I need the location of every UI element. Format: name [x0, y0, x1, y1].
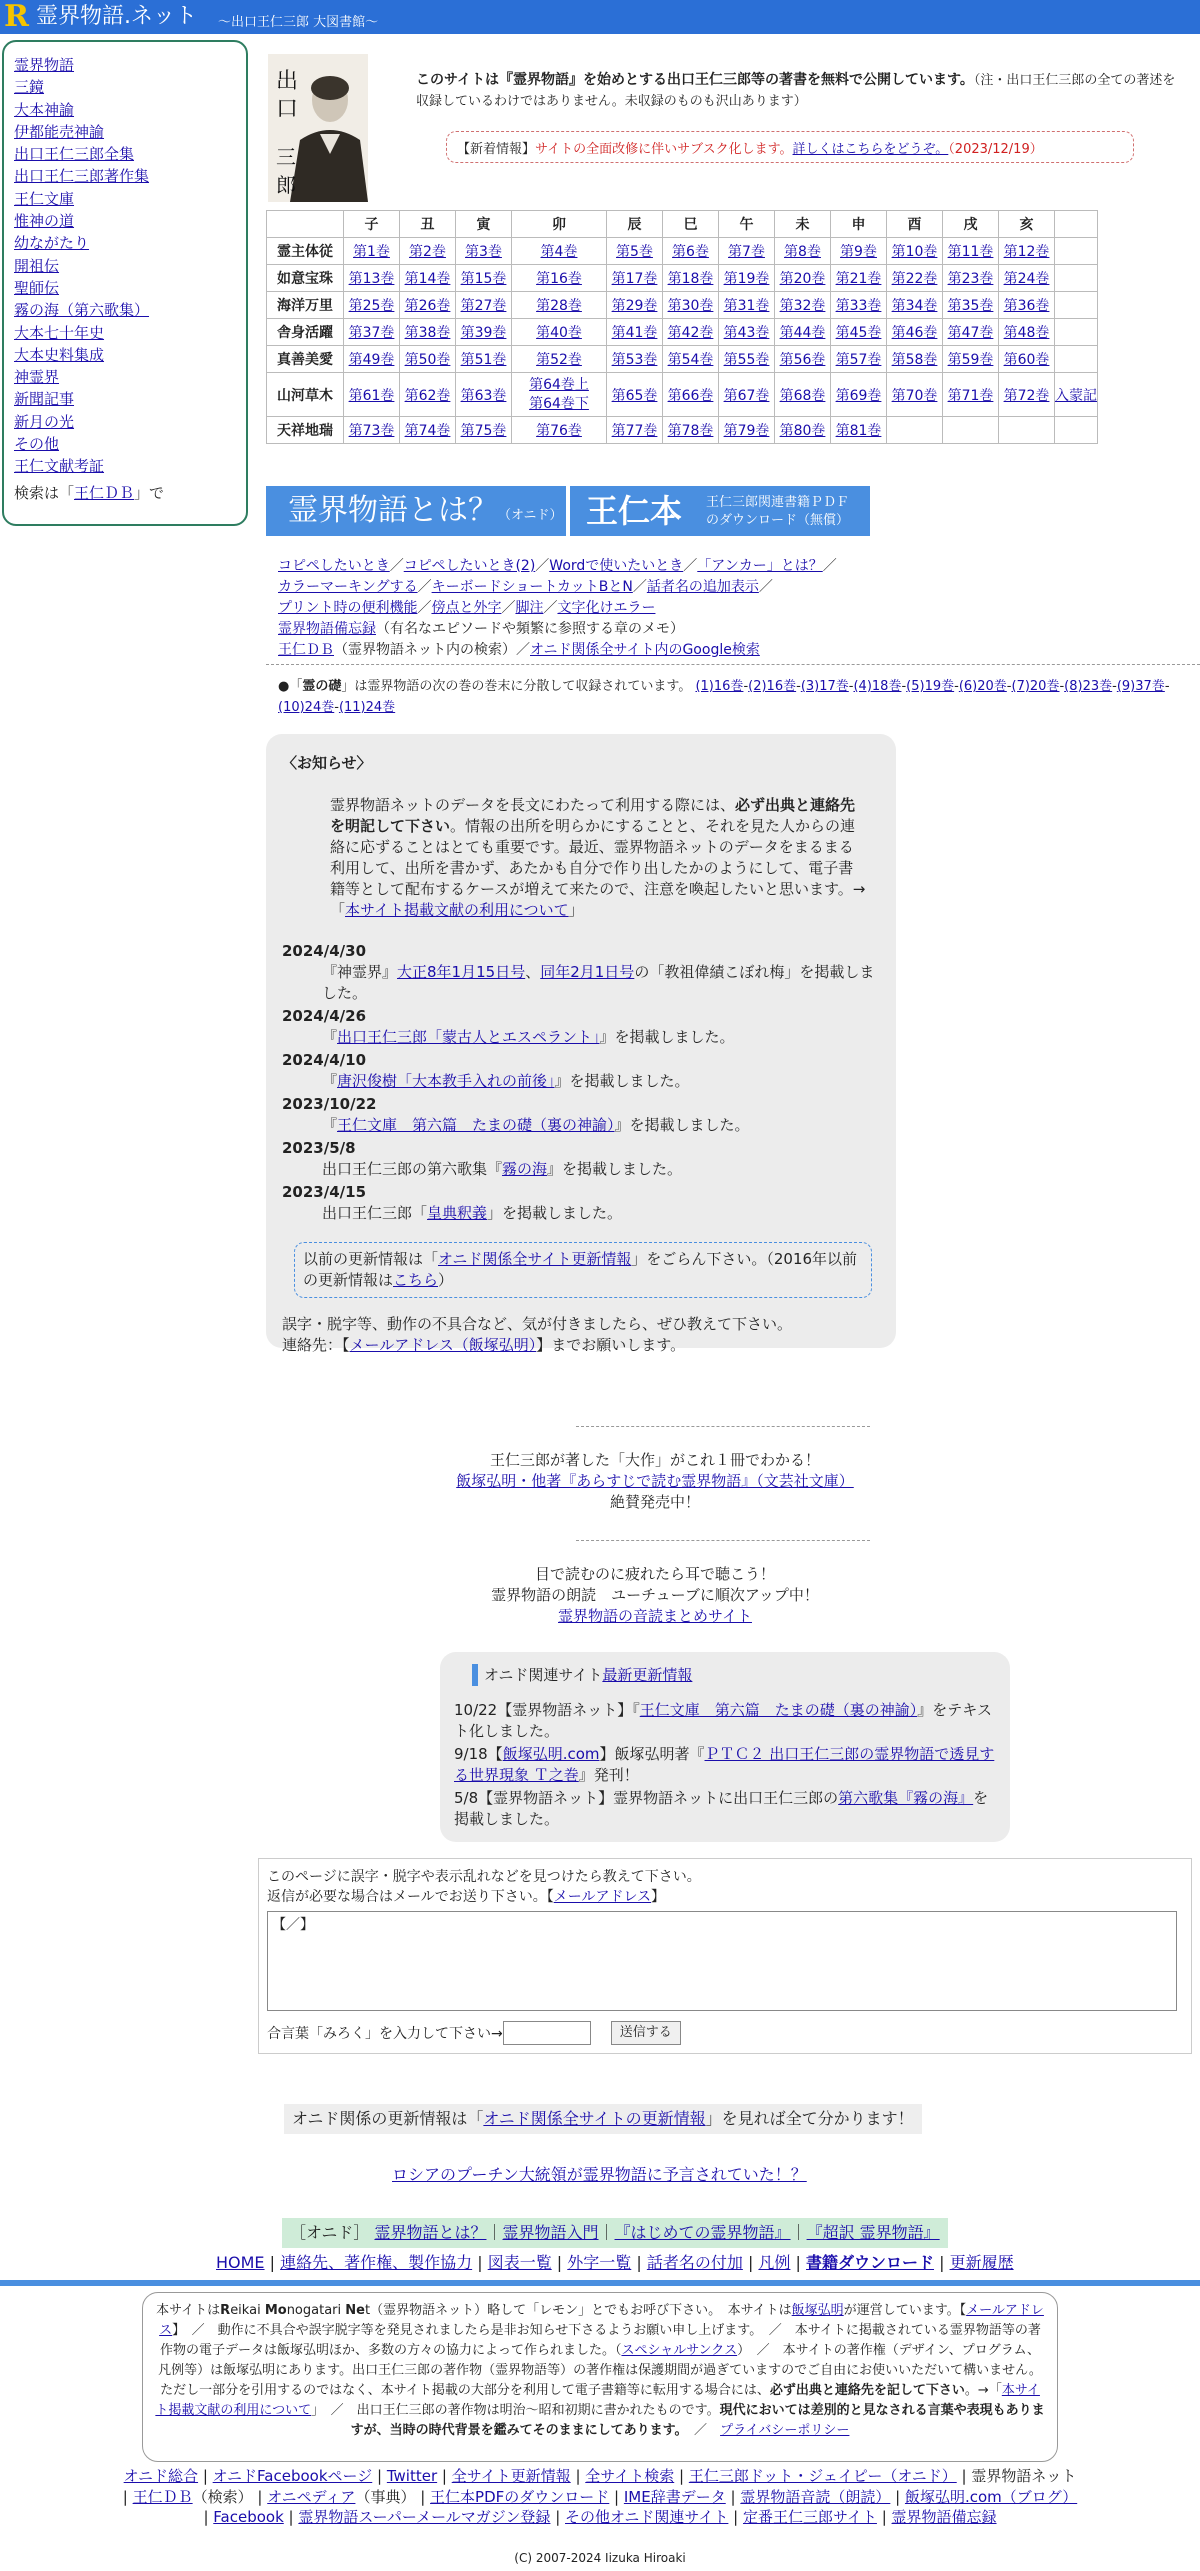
table-row	[267, 292, 1098, 319]
volume-link[interactable]: 第22巻	[891, 271, 938, 287]
site-logo-icon[interactable]: R	[4, 0, 29, 34]
volume-link[interactable]: 第29巻	[611, 298, 658, 314]
site-info: 本サイトはReikai Monogatari Net（霊界物語ネット）略して「レモン」とでもお呼び下さい。 本サイトは飯塚弘明が運営しています。【メールアドレス】 ／ 動作に不具合や誤字脱字等を発見されましたら是非お知らせ下さるようお願い申し上げます。 ／ 本サイトに掲載されている霊界物語等の著作物の電子データは飯塚弘明ほか、多数の方々の協力によって作られました。（スペシャルサンクス） ／ 本サイトの著作権（デザイン、プログラム、凡例等）は飯塚弘明にあります。出口王仁三郎の著作物（霊界物語等）の著作権は保護期間が過ぎていますのでご自由にお使いいただいて構いません。ただし一部分を引用するのではなく、本サイト掲載の大部分を利用して電子書籍等に転用する場合には、必ず出典と連絡先を記して下さい。→「本サイト掲載文献の利用について」 ／ 出口王仁三郎の著作物は明治〜昭和初期に書かれたものです。現代においては差別的と見なされる言葉や表現もありますが、当時の時代背景を鑑みてそのままにしてあります。 ／ プライバシーポリシー	[142, 2292, 1058, 2462]
notice-panel	[266, 734, 896, 1354]
sidebar-item[interactable]: 大本七十年史	[14, 323, 105, 342]
update-text: 出口王仁三郎「皇典釈義」を掲載しました。	[322, 1204, 623, 1222]
sidebar-item[interactable]: 王仁文庫	[14, 189, 75, 208]
row-header: 山河草木	[267, 373, 344, 417]
volume-link[interactable]: 第63巻	[460, 387, 507, 404]
db-search-link[interactable]: 王仁ＤＢ	[278, 642, 334, 658]
volume-link[interactable]: 第77巻	[611, 423, 658, 439]
privacy-policy-link[interactable]: プライバシーポリシー	[720, 2423, 850, 2438]
volume-link[interactable]: 第51巻	[460, 352, 507, 368]
table-row	[267, 265, 1098, 292]
volume-link[interactable]: 第13巻	[348, 271, 395, 287]
sidebar-item[interactable]: 伊都能売神諭	[14, 122, 105, 141]
onido-update-item: 5/8【霊界物語ネット】霊界物語ネットに出口王仁三郎の第六歌集『霧の海』を掲載しました。	[454, 1789, 989, 1828]
volume-link[interactable]: 第5巻	[616, 244, 653, 260]
help-link[interactable]: コピペしたいとき(2)	[403, 558, 536, 574]
update-text: 『神霊界』大正8年1月15日号、同年2月1日号の「教祖偉績こぼれ梅」を掲載しました。	[322, 963, 875, 1002]
volume-link[interactable]: 第81巻	[835, 423, 882, 439]
table-header-row	[267, 211, 1098, 238]
update-link[interactable]: 霧の海	[502, 1160, 548, 1178]
news-link[interactable]: 詳しくはこちらをどうぞ。	[792, 142, 949, 157]
column-header: 酉	[887, 211, 943, 238]
volume-link[interactable]: 第74巻	[404, 423, 451, 439]
volume-link[interactable]: 第71巻	[947, 387, 994, 404]
notice-heading: 〈お知らせ〉	[282, 754, 372, 772]
divider	[576, 1540, 870, 1541]
help-link[interactable]: コピペしたいとき	[278, 558, 390, 574]
row-header: 海洋万里	[267, 292, 344, 319]
audio-link[interactable]: 霊界物語の音読まとめサイト	[558, 1607, 752, 1625]
feedback-instructions: このページに誤字・脱字や表示乱れなどを見つけたら教えて下さい。 返信が必要な場合はメールでお送り下さい。【メールアドレス】	[267, 1869, 701, 1905]
search-db-link[interactable]: 王仁ＤＢ	[74, 483, 135, 502]
volume-link[interactable]: 第10巻	[891, 244, 938, 260]
volume-link[interactable]: 第54巻	[667, 352, 714, 368]
row-header: 舎身活躍	[267, 319, 344, 346]
nav-link[interactable]: 書籍ダウンロード	[806, 2253, 935, 2272]
sidebar-item[interactable]: 惟神の道	[14, 212, 75, 231]
intro-text: このサイトは『霊界物語』を始めとする出口王仁三郎等の著書を無料で公開しています。（注・出口王仁三郎の全ての著述を収録しているわけではありません。未収録のものも沢山あります）	[416, 72, 1176, 109]
volume-link[interactable]: 第15巻	[460, 271, 507, 287]
update-date: 2023/10/22	[282, 1095, 377, 1113]
memo-link[interactable]: 霊界物語備忘録	[278, 621, 376, 637]
update-date: 2024/4/30	[282, 942, 367, 960]
copyright: (C) 2007-2024 Iizuka Hiroaki	[514, 2551, 686, 2565]
volume-link[interactable]: 第11巻	[947, 244, 994, 260]
footer-link[interactable]: 定番王仁三郎サイト	[742, 2508, 877, 2526]
rei-link[interactable]: (10)24巻	[278, 700, 335, 715]
rei-link[interactable]: (1)16巻	[695, 679, 744, 694]
sidebar-item[interactable]: 幼ながたり	[14, 234, 90, 253]
row-header: 如意宝珠	[267, 265, 344, 292]
volume-link[interactable]: 第7巻	[728, 244, 765, 260]
volume-link[interactable]: 第20巻	[779, 271, 826, 287]
sidebar-item[interactable]: 霧の海（第六歌集）	[14, 301, 150, 320]
footer-link[interactable]: 王仁三郎ドット・ジェイピー（オニド）	[688, 2467, 957, 2485]
volume-link[interactable]: 第32巻	[779, 298, 826, 314]
special-thanks-link[interactable]: スペシャルサンクス	[621, 2343, 738, 2358]
update-link[interactable]: 大正8年1月15日号	[397, 963, 526, 981]
help-link[interactable]: キーボードショートカットBとN	[431, 579, 633, 595]
volume-link[interactable]: 第76巻	[536, 423, 582, 439]
volume-link[interactable]: 第48巻	[1003, 325, 1050, 341]
sidebar-item[interactable]: 霊界物語	[14, 56, 75, 74]
nav-link[interactable]: 図表一覧	[487, 2253, 552, 2272]
all-updates-note: オニド関係の更新情報は「オニド関係全サイトの更新情報」を見れば全て分かります！	[284, 2104, 922, 2134]
feedback-form	[258, 1858, 1192, 2054]
help-link[interactable]: 「アンカー」とは？	[697, 558, 823, 574]
notice-contact: 誤字・脱字等、動作の不具合など、気が付きましたら、ぜひ教えて下さい。 連絡先：【メールアドレス（飯塚弘明）】までお願いします。	[282, 1315, 793, 1354]
volume-link[interactable]: 第28巻	[536, 298, 582, 314]
volume-link[interactable]: 第3巻	[465, 244, 502, 260]
update-text: 『唐沢俊樹「大本教手入れの前後」』を掲載しました。	[322, 1072, 690, 1090]
nav-link[interactable]: 凡例	[758, 2253, 791, 2272]
book-link[interactable]: 飯塚弘明・他著『あらすじで読む霊界物語』（文芸社文庫）	[456, 1472, 854, 1490]
help-link[interactable]: 文字化けエラー	[557, 600, 656, 616]
all-updates-link[interactable]: オニド関係全サイトの更新情報	[483, 2109, 706, 2128]
footer-link[interactable]: 王仁本PDFのダウンロード	[430, 2487, 610, 2506]
sidebar-item[interactable]: 出口王仁三郎全集	[14, 145, 135, 164]
nav-link[interactable]: HOME	[216, 2253, 265, 2272]
volume-link[interactable]: 第68巻	[779, 387, 826, 404]
volume-link[interactable]: 第16巻	[536, 271, 582, 287]
update-date: 2023/4/15	[282, 1183, 367, 1201]
nav-link[interactable]: 話者名の付加	[646, 2253, 743, 2272]
volume-link[interactable]: 第19巻	[723, 271, 770, 287]
column-header: 辰	[607, 211, 663, 238]
volume-link[interactable]: 第65巻	[611, 387, 658, 404]
volume-link[interactable]: 第21巻	[835, 271, 882, 287]
usage-policy-link[interactable]: 本サイト掲載文献の利用について	[155, 2383, 1040, 2418]
footer-link[interactable]: IME辞書データ	[623, 2487, 726, 2506]
column-header: 午	[719, 211, 775, 238]
update-text: 出口王仁三郎の第六歌集『霧の海』を掲載しました。	[322, 1160, 683, 1178]
putin-article-link[interactable]: ロシアのプーチン大統領が霊界物語に予言されていた！？	[392, 2165, 807, 2184]
volume-link[interactable]: 第49巻	[348, 352, 395, 368]
volume-link[interactable]: 第50巻	[404, 352, 451, 368]
divider	[0, 2280, 1200, 2286]
volume-link[interactable]: 第79巻	[723, 423, 770, 439]
notice-text: 霊界物語ネットのデータを長文にわたって利用する際には、必ず出典と連絡先を明記して下さい。情報の出所を明らかにすることと、それを見た人からの連絡に応ずることはとても重要です。最近、霊界物語ネットのデータをまるまる利用して、出所を書かず、あたかも自分で作り出したかのようにして、電子書籍等として配布するケースが増えて来たので、注意を喚起したいと思います。→「本サイト掲載文献の利用について」	[330, 796, 866, 919]
volume-link[interactable]: 第41巻	[611, 325, 658, 341]
footer-link[interactable]: 全サイト更新情報	[451, 2467, 571, 2485]
volume-link[interactable]: 第44巻	[779, 325, 826, 341]
nav-link[interactable]: 外字一覧	[567, 2253, 632, 2272]
volume-link[interactable]: 入蒙記	[1055, 387, 1097, 404]
volume-link[interactable]: 第30巻	[667, 298, 714, 314]
volume-link[interactable]: 第6巻	[672, 244, 709, 260]
passphrase-input[interactable]	[503, 2021, 591, 2045]
previous-updates-box: 以前の更新情報は「オニド関係全サイト更新情報」をごらん下さい。（2016年以前の更新情報はこちら）	[294, 1242, 872, 1298]
site-header	[0, 0, 1200, 34]
row-header: 霊主体従	[267, 238, 344, 265]
update-link[interactable]: 王仁文庫 第六篇 たまの礎（裏の神諭）	[337, 1116, 615, 1134]
footer-link[interactable]: 霊界物語スーパーメールマガジン登録	[298, 2508, 551, 2526]
table-row	[267, 238, 1098, 265]
sidebar-item[interactable]: 大本神諭	[14, 100, 75, 119]
update-text: 『出口王仁三郎「蒙古人とエスペラント」』を掲載しました。	[322, 1028, 735, 1046]
column-header: 卯	[512, 211, 607, 238]
volume-link[interactable]: 第46巻	[891, 325, 938, 341]
rei-link[interactable]: (3)17巻	[800, 679, 849, 694]
passphrase-row	[267, 2021, 1183, 2045]
submit-button[interactable]: 送信する	[611, 2021, 681, 2045]
volume-link[interactable]: 第1巻	[353, 244, 390, 260]
update-link[interactable]: 飯塚弘明.com	[502, 1745, 600, 1763]
rei-no-ishizue-note: ●「霊の礎」は霊界物語の次の巻の巻末に分散して収録されています。 (1)16巻-(2)16巻-(3)17巻-(4)18巻-(5)19巻-(6)20巻-(7)20巻-(8)23巻-(9)37巻-(10)24巻-(11)24巻	[278, 679, 1170, 715]
divider	[266, 664, 1200, 665]
volume-link[interactable]: 第39巻	[460, 325, 507, 341]
volume-link[interactable]: 第38巻	[404, 325, 451, 341]
sidebar-item[interactable]: 神霊界	[14, 368, 60, 387]
rei-link[interactable]: (11)24巻	[338, 700, 396, 715]
update-date: 2023/5/8	[282, 1139, 356, 1157]
help-link[interactable]: プリント時の便利機能	[278, 600, 418, 616]
svg-text:三: 三	[276, 145, 296, 169]
update-link[interactable]: 第六歌集『霧の海』	[838, 1789, 974, 1807]
sidebar-item[interactable]: 大本史料集成	[14, 345, 105, 364]
volume-link[interactable]: 第25巻	[348, 298, 395, 314]
volume-link[interactable]: 第45巻	[835, 325, 882, 341]
passphrase-label: 合言葉「みろく」を入力して下さい→	[267, 2026, 503, 2042]
sidebar-item[interactable]: 新月の光	[14, 412, 75, 431]
footer-link[interactable]: 全サイト検索	[585, 2467, 675, 2485]
google-search-link[interactable]: オニド関係全サイト内のGoogle検索	[530, 642, 760, 658]
update-link[interactable]: 皇典釈義	[427, 1204, 488, 1222]
author-link[interactable]: 飯塚弘明	[791, 2303, 844, 2318]
table-row	[267, 373, 1098, 417]
sidebar-item[interactable]: 三鏡	[14, 78, 45, 97]
bottom-nav: HOME | 連絡先、著作権、製作協力 | 図表一覧 | 外字一覧 | 話者名の付加 | 凡例 | 書籍ダウンロード | 更新履歴	[216, 2253, 1014, 2272]
sidebar-item[interactable]: 新聞記事	[14, 390, 75, 409]
volume-link[interactable]: 第70巻	[891, 387, 938, 404]
update-text: 『王仁文庫 第六篇 たまの礎（裏の神諭）』を掲載しました。	[322, 1116, 750, 1134]
help-link[interactable]: カラーマーキングする	[278, 579, 418, 595]
update-date: 2024/4/26	[282, 1007, 367, 1025]
onido-updates-panel	[440, 1652, 1010, 1842]
volume-table	[266, 210, 1098, 444]
sidebar-item[interactable]: その他	[14, 435, 60, 454]
update-link[interactable]: ＰＴＣ２ 出口王仁三郎の霊界物語で透見する世界現象 Ｔ之巻	[454, 1745, 995, 1784]
nav-link[interactable]: 更新履歴	[949, 2253, 1014, 2272]
footer-link[interactable]: 飯塚弘明.com（ブログ）	[904, 2487, 1078, 2506]
usage-policy-link[interactable]: 本サイト掲載文献の利用について	[345, 901, 569, 919]
volume-link[interactable]: 第33巻	[835, 298, 882, 314]
volume-link[interactable]: 第61巻	[348, 387, 395, 404]
footer-links: オニド総合 | オニドFacebookページ | Twitter | 全サイト更新情報 | 全サイト検索 | 王仁三郎ドット・ジェイピー（オニド） | 霊界物語ネット | 王仁ＤＢ（検索） | オニペディア（事典） | 王仁本PDFのダウンロード | IME辞書データ | 霊界物語音読（朗読） | 飯塚弘明.com（ブログ） | Facebook | 霊界物語スーパーメールマガジン登録 | その他オニド関連サイト | 定番王仁三郎サイト | 霊界物語備忘録	[122, 2467, 1078, 2526]
volume-link[interactable]: 第57巻	[835, 352, 882, 368]
row-header: 真善美愛	[267, 346, 344, 373]
column-header: 戌	[943, 211, 999, 238]
volume-link[interactable]: 第23巻	[947, 271, 994, 287]
volume-link[interactable]: 第58巻	[891, 352, 938, 368]
update-link[interactable]: 同年2月1日号	[540, 963, 635, 981]
onido-update-item: 9/18【飯塚弘明.com】飯塚弘明著『ＰＴＣ２ 出口王仁三郎の霊界物語で透見する世界現象 Ｔ之巻』発刊！	[454, 1745, 995, 1784]
volume-link[interactable]: 第8巻	[784, 244, 821, 260]
column-header: 子	[344, 211, 400, 238]
volume-link[interactable]: 第59巻	[947, 352, 994, 368]
volume-link[interactable]: 第78巻	[667, 423, 714, 439]
rei-link[interactable]: (8)23巻	[1064, 679, 1113, 694]
rei-link[interactable]: (7)20巻	[1011, 679, 1060, 694]
volume-link[interactable]: 第43巻	[723, 325, 770, 341]
footer-link[interactable]: 霊界物語音読（朗読）	[740, 2487, 891, 2506]
old-updates-link[interactable]: こちら	[393, 1271, 439, 1289]
book-promo: 王仁三郎が著した「大作」がこれ１冊でわかる！ 飯塚弘明・他著『あらすじで読む霊界物語』（文芸社文庫） 絶賛発売中！	[456, 1451, 854, 1511]
footer-link[interactable]: その他オニド関連サイト	[565, 2508, 729, 2526]
footer-link[interactable]: オニペディア	[267, 2487, 356, 2506]
volume-link[interactable]: 第80巻	[779, 423, 826, 439]
footer-link[interactable]: オニドFacebookページ	[212, 2467, 373, 2485]
intro-link[interactable]: 霊界物語とは？	[374, 2223, 487, 2242]
table-row	[267, 417, 1098, 444]
volume-link[interactable]: 第60巻	[1003, 352, 1050, 368]
volume-link[interactable]: 第17巻	[611, 271, 658, 287]
help-link[interactable]: Wordで使いたいとき	[549, 558, 684, 574]
volume-link[interactable]: 第4巻	[540, 244, 578, 260]
rei-link[interactable]: (9)37巻	[1116, 679, 1165, 694]
help-link[interactable]: 傍点と外字	[431, 600, 502, 616]
all-updates-link[interactable]: オニド関係全サイト更新情報	[438, 1250, 632, 1268]
nav-link[interactable]: 連絡先、著作権、製作協力	[280, 2253, 473, 2272]
footer-link[interactable]: 王仁ＤＢ	[132, 2487, 193, 2506]
volume-link[interactable]: 第36巻	[1003, 298, 1050, 314]
sidebar-search-note: 検索は「王仁ＤＢ」で	[14, 483, 165, 502]
intro-link[interactable]: 霊界物語入門	[502, 2223, 599, 2242]
volume-link[interactable]: 第42巻	[667, 325, 714, 341]
portrait-image	[268, 54, 368, 202]
column-header: 巳	[663, 211, 719, 238]
sidebar	[2, 40, 248, 526]
site-title[interactable]: 霊界物語.ネット	[36, 4, 197, 29]
volume-link[interactable]: 第72巻	[1003, 387, 1050, 404]
volume-link[interactable]: 第66巻	[667, 387, 714, 404]
sidebar-item[interactable]: 出口王仁三郎著作集	[14, 167, 150, 186]
news-box: 【新着情報】サイトの全面改修に伴いサブスク化します。詳しくはこちらをどうぞ。（2023/12/19）	[446, 131, 1134, 163]
what-is-reikai-banner[interactable]: 霊界物語とは？ （オニド）	[266, 486, 566, 536]
update-link[interactable]: 王仁文庫 第六篇 たまの礎（裏の神諭）	[639, 1701, 918, 1719]
footer-link[interactable]: Facebook	[213, 2508, 284, 2526]
column-header: 丑	[400, 211, 456, 238]
svg-text:出: 出	[276, 69, 299, 94]
email-link[interactable]: メールアドレス	[553, 1889, 652, 1905]
site-subtitle: 〜出口王仁三郎 大図書館〜	[218, 15, 379, 30]
volume-link[interactable]: 第73巻	[348, 423, 395, 439]
email-link[interactable]: メールアドレス（飯塚弘明）	[349, 1336, 537, 1354]
help-link[interactable]: 話者名の追加表示	[646, 579, 759, 595]
audio-promo: 目で読むのに疲れたら耳で聴こう！ 霊界物語の朗読 ユーチューブに順次アップ中！ 霊界物語の音読まとめサイト	[491, 1565, 819, 1625]
volume-link[interactable]: 第69巻	[835, 387, 882, 404]
volume-link[interactable]: 第24巻	[1003, 271, 1050, 287]
onibon-download-banner[interactable]: 王仁本 王仁三郎関連書籍ＰＤＦ のダウンロード（無償）	[570, 486, 870, 536]
volume-link[interactable]: 第27巻	[460, 298, 507, 314]
feedback-textarea[interactable]: 【／】	[267, 1911, 1177, 2011]
volume-link[interactable]: 第53巻	[611, 352, 658, 368]
onido-update-item: 10/22【霊界物語ネット】『王仁文庫 第六篇 たまの礎（裏の神諭）』をテキスト化しました。	[454, 1701, 992, 1740]
help-link[interactable]: 脚注	[515, 600, 544, 616]
intro-link[interactable]: 『はじめての霊界物語』	[614, 2223, 791, 2242]
update-link[interactable]: 出口王仁三郎「蒙古人とエスペラント」	[337, 1028, 600, 1046]
divider	[576, 1426, 870, 1427]
volume-link[interactable]: 第47巻	[947, 325, 994, 341]
sidebar-item[interactable]: 開祖伝	[14, 256, 60, 275]
onido-updates-heading: オニド関連サイト最新更新情報	[472, 1664, 996, 1686]
volume-link[interactable]: 第2巻	[409, 244, 446, 260]
update-link[interactable]: 唐沢俊樹「大本教手入れの前後」	[337, 1072, 555, 1090]
footer-link[interactable]: 霊界物語備忘録	[891, 2508, 997, 2526]
volume-link[interactable]: 第35巻	[947, 298, 994, 314]
sidebar-item[interactable]: 聖師伝	[14, 278, 60, 297]
footer-link[interactable]: オニド総合	[123, 2467, 199, 2485]
rei-link[interactable]: (5)19巻	[906, 679, 955, 694]
column-header: 申	[831, 211, 887, 238]
intro-link[interactable]: 『超訳 霊界物語』	[806, 2223, 940, 2242]
volume-link[interactable]: 第12巻	[1003, 244, 1050, 260]
volume-link[interactable]: 第62巻	[404, 387, 451, 404]
volume-link[interactable]: 第52巻	[536, 352, 582, 368]
volume-link[interactable]: 第40巻	[536, 325, 582, 341]
column-header: 寅	[456, 211, 512, 238]
email-link[interactable]: メールアドレス	[159, 2303, 1044, 2338]
volume-link[interactable]: 第26巻	[404, 298, 451, 314]
volume-link[interactable]: 第18巻	[667, 271, 714, 287]
svg-text:口: 口	[276, 97, 299, 122]
sidebar-item[interactable]: 王仁文献考証	[14, 457, 105, 476]
latest-updates-link[interactable]: 最新更新情報	[602, 1666, 693, 1684]
column-header: 亥	[999, 211, 1055, 238]
volume-link[interactable]: 第67巻	[723, 387, 770, 404]
row-header: 天祥地瑞	[267, 417, 344, 444]
volume-link[interactable]: 第55巻	[723, 352, 770, 368]
onido-intro-links: ［オニド］ 霊界物語とは？｜霊界物語入門｜『はじめての霊界物語』｜『超訳 霊界物語』	[282, 2218, 948, 2248]
volume-link[interactable]: 第9巻	[840, 244, 877, 260]
volume-link[interactable]: 第31巻	[723, 298, 770, 314]
volume-link[interactable]: 第14巻	[404, 271, 451, 287]
rei-link[interactable]: (6)20巻	[958, 679, 1007, 694]
volume-link[interactable]: 第75巻	[460, 423, 507, 439]
help-links: コピペしたいとき／コピペしたいとき(2)／Wordで使いたいとき／「アンカー」とは？／ カラーマーキングする／キーボードショートカットBとN／話者名の追加表示／ プリント時の便利機能／傍点と外字／脚注／文字化けエラー 霊界物語備忘録（有名なエピソードや頻繁に参照する章のメモ） 王仁ＤＢ（霊界物語ネット内の検索）／オニド関係全サイト内のGoogle検索	[278, 558, 837, 658]
volume-link[interactable]: 第56巻	[779, 352, 826, 368]
footer-link[interactable]: Twitter	[386, 2467, 438, 2485]
svg-text:郎: 郎	[276, 173, 296, 197]
rei-link[interactable]: (4)18巻	[853, 679, 902, 694]
table-row	[267, 319, 1098, 346]
column-header: 未	[775, 211, 831, 238]
volume-link[interactable]: 第64巻上	[529, 376, 589, 393]
update-date: 2024/4/10	[282, 1051, 367, 1069]
volume-link[interactable]: 第37巻	[348, 325, 395, 341]
table-row	[267, 346, 1098, 373]
volume-link[interactable]: 第34巻	[891, 298, 938, 314]
rei-link[interactable]: (2)16巻	[748, 679, 797, 694]
volume-link[interactable]: 第64巻下	[529, 395, 589, 412]
